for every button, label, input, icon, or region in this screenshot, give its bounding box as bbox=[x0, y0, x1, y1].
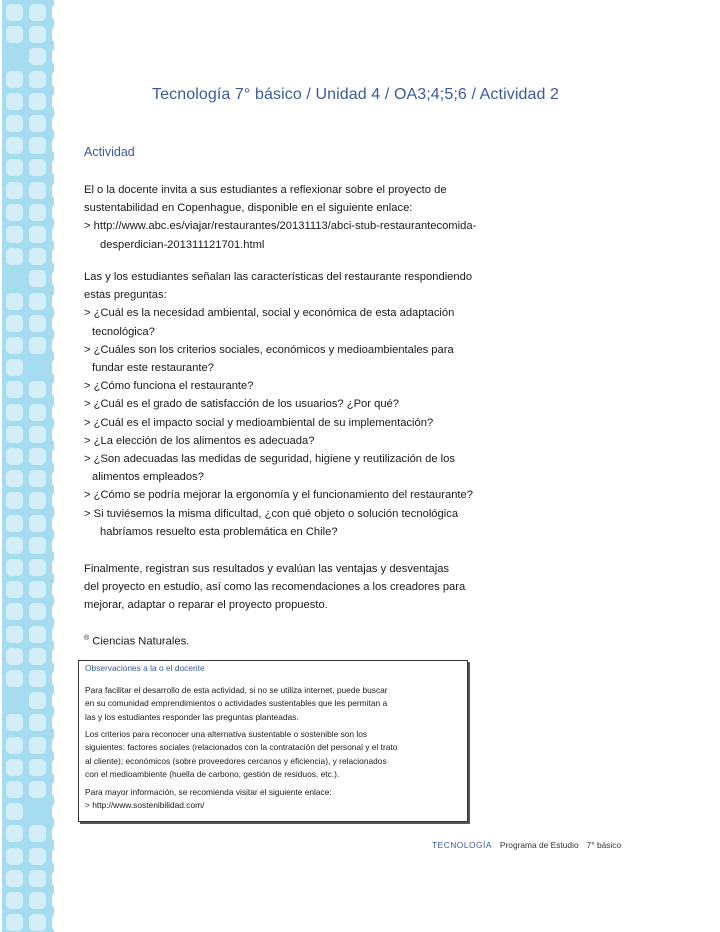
sidebar-tile bbox=[29, 159, 46, 176]
sidebar-notch bbox=[52, 870, 64, 887]
questions-section bbox=[84, 268, 604, 541]
sidebar-notch bbox=[52, 115, 64, 132]
sidebar-tile bbox=[29, 714, 46, 731]
sidebar-notch bbox=[52, 803, 64, 820]
sidebar-tile bbox=[29, 692, 46, 709]
sidebar-tile bbox=[29, 470, 46, 487]
sidebar-notch bbox=[52, 648, 64, 665]
sidebar-tile bbox=[29, 4, 46, 21]
sidebar-notch bbox=[52, 759, 64, 776]
sidebar-notch bbox=[52, 825, 64, 842]
question-item: > ¿Cuáles son los criterios sociales, económicos y medioambientales para bbox=[84, 343, 454, 356]
observations-paragraph-3 bbox=[85, 786, 461, 813]
sidebar-tile bbox=[6, 626, 23, 643]
text-line: sustentabilidad en Copenhague, disponible en el siguiente enlace: bbox=[84, 202, 413, 215]
sidebar-tile bbox=[6, 492, 23, 509]
sidebar-notch bbox=[52, 315, 64, 332]
sidebar-notch bbox=[52, 4, 64, 21]
article-link-continuation[interactable]: desperdician-201311121701.html bbox=[100, 238, 265, 251]
sidebar-tile bbox=[29, 26, 46, 43]
sidebar-notch bbox=[52, 159, 64, 176]
text-line: estas preguntas: bbox=[84, 289, 167, 302]
page-footer bbox=[432, 840, 621, 850]
sidebar-tile bbox=[29, 226, 46, 243]
sidebar-notch bbox=[52, 714, 64, 731]
observations-paragraph-1 bbox=[85, 684, 461, 724]
sidebar-tile bbox=[6, 293, 23, 310]
sidebar-tile bbox=[29, 648, 46, 665]
sidebar-tile bbox=[6, 714, 23, 731]
question-item-continuation: alimentos empleados? bbox=[92, 471, 204, 484]
sidebar-notch bbox=[52, 26, 64, 43]
sidebar-notch bbox=[52, 137, 64, 154]
question-item: > ¿Cuál es el impacto social y medioambiental de su implementación? bbox=[84, 416, 434, 429]
sidebar-tile bbox=[6, 848, 23, 865]
sidebar-tile bbox=[29, 781, 46, 798]
sidebar-tile bbox=[6, 315, 23, 332]
sidebar-notch bbox=[52, 848, 64, 865]
sidebar-notch bbox=[52, 626, 64, 643]
sidebar-tile bbox=[29, 137, 46, 154]
sidebar-notch bbox=[52, 470, 64, 487]
sidebar-tile bbox=[6, 71, 23, 88]
sidebar-notch bbox=[52, 93, 64, 110]
sidebar-notch bbox=[52, 226, 64, 243]
sidebar-tile bbox=[6, 93, 23, 110]
sidebar-notch bbox=[52, 537, 64, 554]
sidebar-tile bbox=[29, 448, 46, 465]
sidebar-tile bbox=[6, 204, 23, 221]
sidebar-tile bbox=[29, 581, 46, 598]
question-item: > ¿Cómo funciona el restaurante? bbox=[84, 380, 254, 393]
sidebar-tile bbox=[6, 914, 23, 931]
text-line: al cliente); económicos (sobre proveedores cercanos y eficiencia), y relacionados bbox=[85, 755, 387, 766]
sidebar-notch bbox=[52, 448, 64, 465]
question-item: > ¿La elección de los alimentos es adecuada? bbox=[84, 434, 315, 447]
sidebar-notch bbox=[52, 581, 64, 598]
sidebar-tile bbox=[29, 870, 46, 887]
sidebar-tile bbox=[29, 93, 46, 110]
article-link[interactable]: > http://www.abc.es/viajar/restaurantes/20131113/abci-stub-restaurantecomida- bbox=[84, 220, 477, 233]
sidebar-tile bbox=[6, 559, 23, 576]
sidebar-tile bbox=[6, 359, 23, 376]
sidebar-tile bbox=[6, 892, 23, 909]
question-item: > ¿Cómo se podría mejorar la ergonomía y el funcionamiento del restaurante? bbox=[84, 489, 473, 502]
sidebar-tile bbox=[6, 426, 23, 443]
sidebar-notch bbox=[52, 293, 64, 310]
crosslink-label: Ciencias Naturales. bbox=[92, 635, 190, 648]
sidebar-tile bbox=[6, 159, 23, 176]
sidebar-tile bbox=[6, 182, 23, 199]
page-title: Tecnología 7° básico / Unidad 4 / OA3;4;5;6 / Actividad 2 bbox=[152, 86, 560, 103]
sidebar-tile bbox=[6, 470, 23, 487]
text-line: mejorar, adaptar o reparar el proyecto propuesto. bbox=[84, 599, 328, 612]
sidebar-tile bbox=[6, 115, 23, 132]
sidebar-notch bbox=[52, 204, 64, 221]
sidebar-notch bbox=[52, 492, 64, 509]
text-line: El o la docente invita a sus estudiantes a reflexionar sobre el proyecto de bbox=[84, 184, 447, 196]
question-item: > ¿Cuál es la necesidad ambiental, social y económica de esta adaptación bbox=[84, 307, 455, 320]
sidebar-notch bbox=[52, 248, 64, 265]
sidebar-tile bbox=[29, 515, 46, 532]
question-item: > ¿Cuál es el grado de satisfacción de los usuarios? ¿Por qué? bbox=[84, 398, 399, 411]
sidebar-tile bbox=[29, 204, 46, 221]
sidebar-tile bbox=[6, 4, 23, 21]
sidebar-tile bbox=[6, 825, 23, 842]
sidebar-notch bbox=[52, 692, 64, 709]
sidebar-tile bbox=[6, 337, 23, 354]
sidebar-tile bbox=[29, 48, 46, 65]
sidebar-tile bbox=[29, 315, 46, 332]
sidebar-tile bbox=[29, 492, 46, 509]
sidebar-tile bbox=[6, 248, 23, 265]
sidebar-tile bbox=[29, 71, 46, 88]
text-line: Los criterios para reconocer una alternativa sustentable o sostenible son los bbox=[85, 729, 368, 739]
sidebar-notch bbox=[52, 337, 64, 354]
sidebar-notch bbox=[52, 359, 64, 376]
crosslink bbox=[84, 630, 604, 651]
sidebar-tile bbox=[6, 781, 23, 798]
question-item-continuation: tecnológica? bbox=[92, 325, 155, 338]
sidebar-notch bbox=[52, 781, 64, 798]
sidebar-tile bbox=[29, 270, 46, 287]
sidebar-tile bbox=[6, 670, 23, 687]
sidebar-notch bbox=[52, 71, 64, 88]
sidebar-tile bbox=[6, 581, 23, 598]
sidebar-tile bbox=[29, 248, 46, 265]
sidebar-tile bbox=[29, 426, 46, 443]
text-line: las y los estudiantes responder las preguntas planteadas. bbox=[85, 711, 299, 722]
sidebar-notch bbox=[52, 892, 64, 909]
observations-title: Observaciones a la o el docente bbox=[85, 663, 205, 673]
text-line: Para mayor información, se recomienda visitar el siguiente enlace: bbox=[85, 787, 332, 797]
sidebar-notch bbox=[52, 182, 64, 199]
sidebar-tile bbox=[6, 448, 23, 465]
text-line: Para facilitar el desarrollo de esta actividad, si no se utiliza internet, puede buscar bbox=[85, 685, 388, 695]
sidebar-notch bbox=[52, 270, 64, 287]
sidebar-tile bbox=[6, 603, 23, 620]
teacher-observations-box bbox=[78, 660, 468, 822]
section-title: Actividad bbox=[84, 145, 135, 159]
sidebar-tile bbox=[29, 825, 46, 842]
sidebar-tile bbox=[29, 115, 46, 132]
observations-paragraph-2 bbox=[85, 728, 461, 782]
sidebar-tile bbox=[29, 381, 46, 398]
text-line: Las y los estudiantes señalan las características del restaurante respondiendo bbox=[84, 271, 473, 283]
sidebar-tile bbox=[6, 404, 23, 421]
sidebar-tile bbox=[29, 626, 46, 643]
sidebar-tile bbox=[29, 603, 46, 620]
question-item: > ¿Son adecuadas las medidas de seguridad, higiene y reutilización de los bbox=[84, 453, 455, 466]
footer-subject: TECNOLOGÍA bbox=[432, 840, 492, 850]
footer-program: Programa de Estudio bbox=[499, 840, 579, 850]
sidebar-tile bbox=[6, 870, 23, 887]
crosslink-icon: ® bbox=[84, 635, 90, 642]
sidebar-tile bbox=[29, 759, 46, 776]
sidebar-tile bbox=[29, 404, 46, 421]
intro-paragraph bbox=[84, 181, 604, 254]
sidebar-notch bbox=[52, 404, 64, 421]
sidebar-tile bbox=[29, 892, 46, 909]
question-item: > Si tuviésemos la misma dificultad, ¿con qué objeto o solución tecnológica bbox=[84, 507, 459, 520]
sidebar-tile bbox=[6, 515, 23, 532]
decorative-sidebar bbox=[0, 0, 64, 932]
text-line: del proyecto en estudio, así como las recomendaciones a los creadores para bbox=[84, 581, 466, 594]
sidebar-strip bbox=[2, 0, 54, 932]
sidebar-tile bbox=[29, 337, 46, 354]
sidebar-notch bbox=[52, 737, 64, 754]
sidebar-notch bbox=[52, 381, 64, 398]
question-item-continuation: habríamos resuelto esta problemática en Chile? bbox=[100, 525, 338, 538]
text-line: Finalmente, registran sus resultados y evalúan las ventajas y desventajas bbox=[84, 563, 450, 575]
sidebar-notch bbox=[52, 603, 64, 620]
sidebar-notch bbox=[52, 914, 64, 931]
sidebar-tile bbox=[6, 26, 23, 43]
sidebar-notch bbox=[52, 515, 64, 532]
text-line: en su comunidad emprendimientos o actividades sustentables que les permitan a bbox=[85, 698, 388, 709]
text-line: con el medioambiente (huella de carbono, gestión de residuos, etc.). bbox=[85, 769, 340, 780]
sidebar-tile bbox=[29, 737, 46, 754]
question-item-continuation: fundar este restaurante? bbox=[92, 362, 214, 375]
sidebar-tile bbox=[6, 759, 23, 776]
sidebar-tile bbox=[29, 182, 46, 199]
sidebar-notch bbox=[52, 426, 64, 443]
sidebar-tile bbox=[6, 381, 23, 398]
text-line: siguientes: factores sociales (relacionados con la contratación del personal y el trato bbox=[85, 742, 398, 753]
sidebar-tile bbox=[6, 226, 23, 243]
sidebar-tile bbox=[29, 670, 46, 687]
sidebar-tile bbox=[6, 537, 23, 554]
sidebar-tile bbox=[29, 537, 46, 554]
sidebar-notch bbox=[52, 559, 64, 576]
sidebar-tile bbox=[6, 648, 23, 665]
footer-grade: 7° básico bbox=[586, 840, 622, 850]
sustainability-link[interactable]: > http://www.sostenibilidad.com/ bbox=[85, 800, 205, 811]
sidebar-tile bbox=[6, 137, 23, 154]
sidebar-tile bbox=[29, 559, 46, 576]
sidebar-notch bbox=[52, 670, 64, 687]
sidebar-tile bbox=[6, 737, 23, 754]
sidebar-tile bbox=[6, 803, 23, 820]
sidebar-tile bbox=[29, 848, 46, 865]
sidebar-tile bbox=[29, 293, 46, 310]
sidebar-notch bbox=[52, 48, 64, 65]
closing-paragraph bbox=[84, 560, 604, 615]
sidebar-tile bbox=[29, 914, 46, 931]
